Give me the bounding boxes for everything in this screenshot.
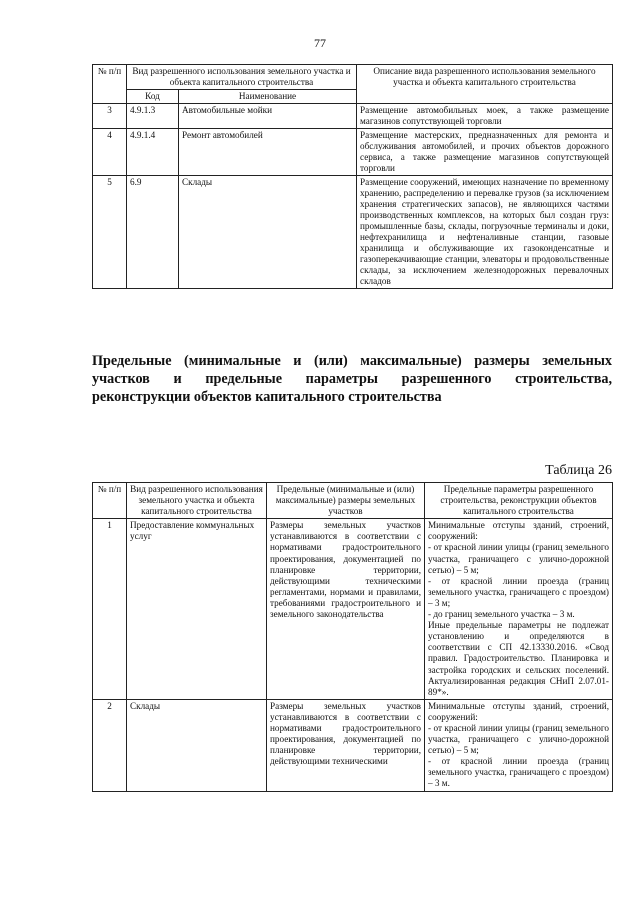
row-num: 5 bbox=[93, 176, 127, 289]
row-description: Размещение мастерских, предназначенных для ремонта и обслуживания автомобилей, и прочих объектов дорожного сервиса, а также размещение магазинов сопутствующей торговли bbox=[357, 129, 613, 176]
t1-header-type-group: Вид разрешенного использования земельного участка и объекта капитального строительства bbox=[127, 65, 357, 90]
permitted-use-table bbox=[92, 64, 613, 289]
table-row bbox=[93, 519, 613, 700]
t2-header-params: Предельные параметры разрешенного строительства, реконструкции объектов капитального строительства bbox=[425, 483, 613, 519]
limits-table-wrapper bbox=[92, 482, 614, 867]
t2-header-num: № п/п bbox=[93, 483, 127, 519]
table-row bbox=[93, 699, 613, 791]
row-sizes: Размеры земельных участков устанавливаются в соответствии с нормативами градостроительного проектирования, документацией по планировке территории, действующими техническими регламентами, нормами и правилами, требованиями градостроительного и земельного законодательства bbox=[267, 519, 425, 700]
row-params bbox=[425, 699, 613, 791]
row-code: 4.9.1.4 bbox=[127, 129, 179, 176]
table-row bbox=[93, 129, 613, 176]
t1-header-num: № п/п bbox=[93, 65, 127, 104]
table-row bbox=[93, 104, 613, 129]
row-code: 6.9 bbox=[127, 176, 179, 289]
row-params bbox=[425, 519, 613, 700]
t2-header-sizes: Предельные (минимальные и (или) максимальные) размеры земельных участков bbox=[267, 483, 425, 519]
t2-header-type: Вид разрешенного использования земельного участка и объекта капитального строительства bbox=[127, 483, 267, 519]
param-line: Иные предельные параметры не подлежат установлению и определяются в соответствии с СП 42.13330.2016. «Свод правил. Градостроительство. Планировка и застройка городских и сельских поселений. Актуализированная редакция СНиП 2.07.01-89*». bbox=[428, 620, 609, 697]
row-num: 4 bbox=[93, 129, 127, 176]
row-name: Склады bbox=[179, 176, 357, 289]
param-line: - от красной линии улицы (границ земельного участка, граничащего с улично-дорожной сетью) – 5 м; bbox=[428, 542, 609, 575]
row-sizes: Размеры земельных участков устанавливаются в соответствии с нормативами градостроительного проектирования, документацией по планировке территории, действующими техническими bbox=[267, 699, 425, 791]
row-num: 3 bbox=[93, 104, 127, 129]
row-num: 1 bbox=[93, 519, 127, 700]
row-type: Предоставление коммунальных услуг bbox=[127, 519, 267, 700]
param-line: - от красной линии проезда (границ земельного участка, граничащего с проездом) – 3 м. bbox=[428, 756, 609, 789]
limits-table bbox=[92, 482, 613, 792]
param-line: - от красной линии улицы (границ земельного участка, граничащего с улично-дорожной сетью) – 5 м; bbox=[428, 722, 609, 756]
row-name: Ремонт автомобилей bbox=[179, 129, 357, 176]
param-line: - от красной линии проезда (границ земельного участка, граничащего с проездом) – 3 м; bbox=[428, 575, 609, 608]
page-number: 77 bbox=[314, 36, 326, 50]
param-line: Минимальные отступы зданий, строений, сооружений: bbox=[428, 700, 609, 722]
t1-header-description: Описание вида разрешенного использования земельного участка и объекта капитального строительства bbox=[357, 65, 613, 104]
row-code: 4.9.1.3 bbox=[127, 104, 179, 129]
section-heading: Предельные (минимальные и (или) максимальные) размеры земельных участков и предельные параметры разрешенного строительства, реконструкции объектов капитального строительства bbox=[92, 353, 612, 405]
t1-header-name: Наименование bbox=[179, 90, 357, 104]
table-label: Таблица 26 bbox=[545, 463, 612, 478]
row-description: Размещение автомобильных моек, а также размещение магазинов сопутствующей торговли bbox=[357, 104, 613, 129]
row-num: 2 bbox=[93, 699, 127, 791]
t1-header-code: Код bbox=[127, 90, 179, 104]
table-row bbox=[93, 176, 613, 289]
param-line: - до границ земельного участка – 3 м. bbox=[428, 609, 575, 620]
row-name: Автомобильные мойки bbox=[179, 104, 357, 129]
param-line: Минимальные отступы зданий, строений, сооружений: bbox=[428, 520, 609, 542]
row-type: Склады bbox=[127, 699, 267, 791]
row-description: Размещение сооружений, имеющих назначение по временному хранению, распределению и перевалке грузов (за исключением хранения стратегических запасов), не являющихся частями производственных комплексов, на которых был создан груз: промышленные базы, склады, погрузочные терминалы и доки, нефтехранилища и нефтеналивные станции, газовые хранилища и обслуживающие их газоконденсатные и газоперекачивающие станции, элеваторы и продовольственные склады, за исключением железнодорожных перевалочных складов bbox=[357, 176, 613, 289]
